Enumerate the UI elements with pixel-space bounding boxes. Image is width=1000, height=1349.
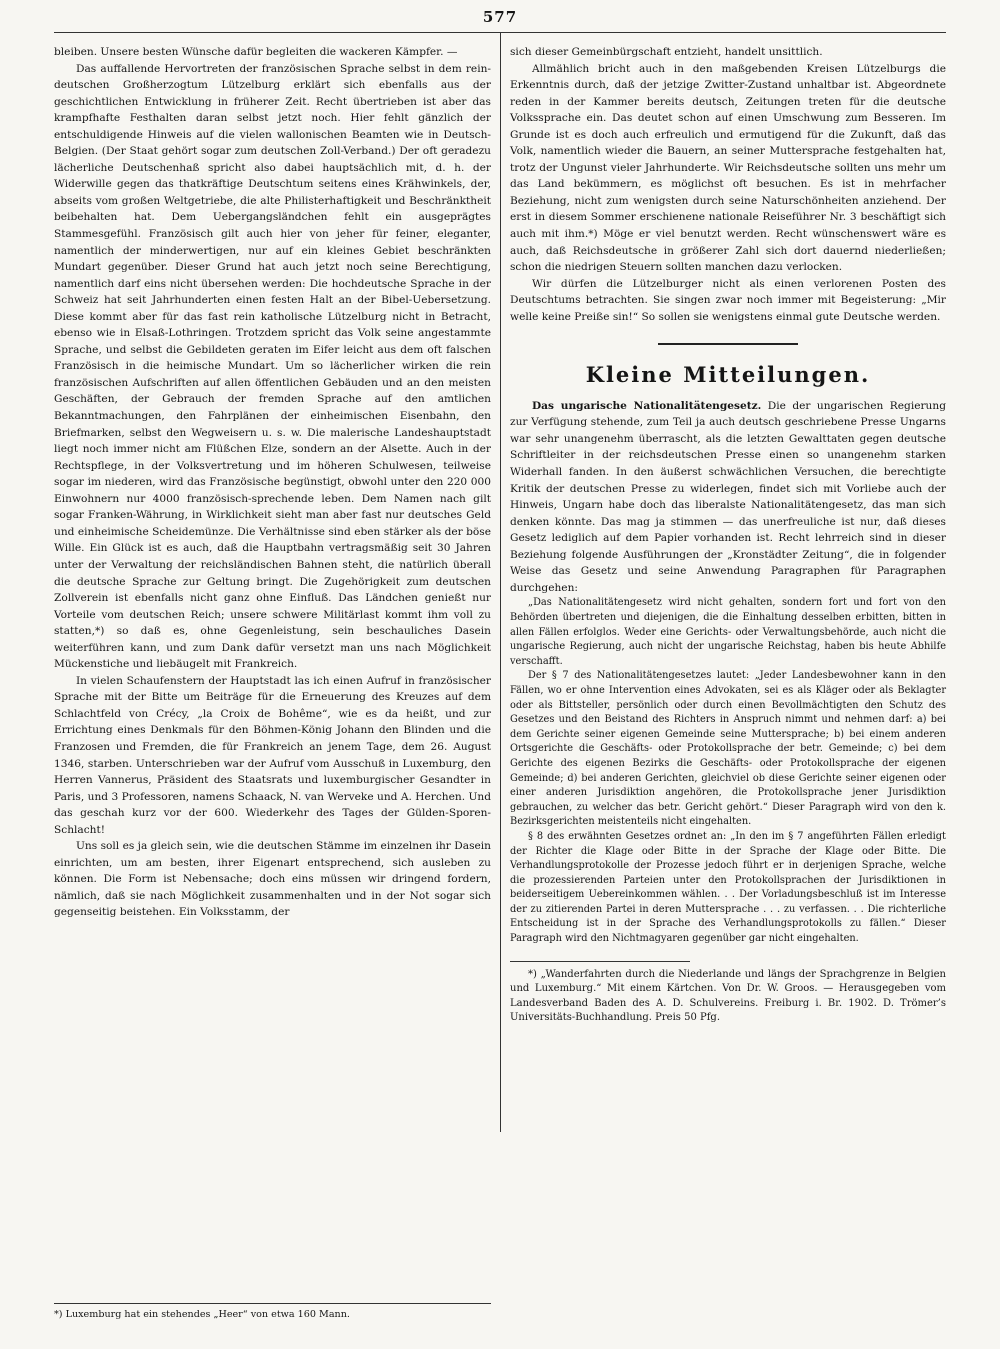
left-paragraph: Uns soll es ja gleich sein, wie die deutschen Stämme im einzelnen ihr Dasein einrichten, um am besten, ihrer Eigenart entsprechend, sich ausleben zu können. Die Form ist Nebensache; doch eins müssen wir dringend fordern, nämlich, daß sie nach Möglichkeit zusammenhalten und in der Not sogar sich gegenseitig beistehen. Ein Volksstamm, der xyxy=(54,840,491,919)
left-footnote xyxy=(54,1303,491,1321)
right-footnote-text: *) „Wanderfahrten durch die Niederlande und längs der Sprachgrenze in Belgien und Luxemburg.“ Mit einem Kärtchen. Von Dr. W. Groos. — Herausgegeben vom Landesverband Baden des A. D. Schulvereins. Freiburg i. Br. 1902. D. Trömer’s Universitäts-Buchhandlung. Preis 50 Pfg. xyxy=(510,968,946,1024)
left-paragraph: Das auffallende Hervortreten der französischen Sprache selbst in dem rein-deutschen Großherzogtum Lützelburg erklärt sich ebenfalls aus der geschichtlichen Entwicklung in früherer Zeit. Recht übertrieben ist aber das krampfhafte Festhalten daran selbst jetzt noch. Hier fehlt gänzlich der entschuldigende Hinweis auf die vielen wallonischen Beamten wie in Deutsch-Belgien. (Der Staat gehört sogar zum deutschen Zoll-Verband.) Der oft geradezu lächerliche Deutschenhaß spricht also dabei hauptsächlich mit, d. h. der Widerwille gegen das thatkräftige Deutschtum seitens eines Krähwinkels, der, abseits vom großen Weltgetriebe, die alte Philisterhaftigkeit und Beschränktheit beibehalten hat. Dem Uebergangsländchen fehlt ein ausgeprägtes Stammesgefühl. Französisch gilt auch hier von jeher für feiner, eleganter, namentlich der minderwertigen, nur auf ein kleines Gebiet beschränkten Mundart gegenüber. Dieser Grund hat auch jetzt noch seine Berechtigung, namentlich darf eins nicht übersehen werden: Die hochdeutsche Sprache in der Schweiz hat seit Jahrhunderten einen festen Halt an der Bibel-Uebersetzung. Diese kommt aber für das fast rein katholische Lützelburg nicht in Betracht, ebenso wie in Elsaß-Lothringen. Trotzdem spricht das Volk seine angestammte Sprache, und selbst die Gebildeten geraten im Eifer leicht aus dem oft falschen Französisch in die heimische Mundart. Um so lächerlicher wirken die rein französischen Aufschriften auf allen öffentlichen Gebäuden und an den meisten Geschäften, der Gebrauch der fremden Sprache auf den amtlichen Bekanntmachungen, den Fahrplänen der einheimischen Eisenbahn, den Briefmarken, selbst den Wegweisern u. s. w. Die malerische Landeshauptstadt liegt noch immer nicht am Flüßchen Elze, sondern an der Alsette. Auch in der Rechtspflege, in der Volksvertretung und im höheren Schulwesen, teilweise sogar im niederen, wird das Französische begünstigt, obwohl unter den 220 000 Einwohnern nur 4000 französisch-sprechende leben. Dem Namen nach gilt sogar Franken-Währung, in Wirklichkeit sieht man aber fast nur deutsches Geld und einheimische Scheidemünze. Die Verhältnisse sind eben stärker als der böse Wille. Ein Glück ist es auch, daß die Hauptbahn vertragsmäßig seit 30 Jahren unter der Verwaltung der reichsländischen Bahnen steht, die natürlich überall die deutsche Sprache zur Geltung bringt. Die Zugehörigkeit zum deutschen Zollverein ist ebenfalls nicht ganz ohne Einfluß. Das Ländchen genießt nur Vorteile vom deutschen Reich; unsere schwere Militärlast kommt ihm voll zu statten,*) so daß es, ohne Gegenleistung, sein beschauliches Dasein weiterführen kann, und zum Dank dafür versetzt man uns nach Möglichkeit Mückenstiche und liebäugelt mit Frankreich. xyxy=(54,62,491,671)
section-divider xyxy=(658,343,798,345)
quote-paragraph: § 8 des erwähnten Gesetzes ordnet an: „In den im § 7 angeführten Fällen erledigt der Richter die Klage oder Bitte in der Sprache der Klage oder Bitte. Die Verhandlungsprotokolle der Prozesse jedoch führt er in derjenigen Sprache, welche die prozessierenden Parteien unter den Protokollsprachen der Jurisdiktionen in beiderseitigem Uebereinkommen wählen. . . Der Vorladungsbeschluß ist im Interesse der zu zitierenden Partei in deren Muttersprache . . . zu verfassen. . . Die richterliche Entscheidung ist in der Sprache des Verhandlungsprotokolls zu fällen.“ Dieser Paragraph wird den Nichtmagyaren gegenüber gar nicht eingehalten. xyxy=(510,830,946,945)
section-body: Die der ungarischen Regierung zur Verfügung stehende, zum Teil ja auch deutsch geschriebene Presse Ungarns war sehr unangenehm überrascht, als die letzten Gewalttaten gegen deutsche Schriftleiter in der reichsdeutschen Presse einen so unangenehm starken Widerhall fanden. In den äußerst schwächlichen Versuchen, die berechtigte Kritik der deutschen Presse zu widerlegen, findet sich mit Vorliebe auch der Hinweis, Ungarn habe doch das liberalste Nationalitätengesetz, das man sich denken könnte. Das mag ja stimmen — das unerfreuliche ist nur, daß dieses Gesetz lediglich auf dem Papier vorhanden ist. Recht lehrreich sind in dieser Beziehung folgende Ausführungen der „Kronstädter Zeitung“, die in folgender Weise das Gesetz und seine Anwendung Paragraphen für Paragraphen durchgehen: xyxy=(510,399,946,594)
left-paragraph: In vielen Schaufenstern der Hauptstadt las ich einen Aufruf in französischer Sprache mit der Bitte um Beiträge für die Erneuerung des Kreuzes auf dem Schlachtfeld von Crécy, „la Croix de Bohême“, wie es da heißt, und zur Errichtung eines Denkmals für den Böhmen-König Johann den Blinden und die Franzosen und Fremden, die für Frankreich an jenem Tage, dem 26. August 1346, starben. Unterschrieben war der Aufruf vom Ausschuß in Luxemburg, den Herren Vannerus, Präsident des Staatsrats und luxemburgischer Gesandter in Paris, und 3 Professoren, namens Schaack, N. van Werveke und A. Herchen. Und das geschah kurz vor der 600. Wiederkehr des Tages der Gülden-Sporen-Schlacht! xyxy=(54,674,491,836)
section-lead: Das ungarische Nationalitätengesetz. xyxy=(532,399,762,412)
right-footnote xyxy=(510,961,946,1026)
right-paragraph: sich dieser Gemeinbürgschaft entzieht, handelt unsittlich. xyxy=(510,46,823,58)
quote-paragraph: „Das Nationalitätengesetz wird nicht gehalten, sondern fort und fort von den Behörden übertreten und diejenigen, die die Einhaltung desselben erbitten, bitten in allen Fällen erfolglos. Weder eine Gerichts- oder Verwaltungsbehörde, auch nicht die ungarische Regierung, auch nicht der ungarische Reichstag, haben bis heute Abhilfe verschafft. xyxy=(510,597,946,667)
left-column xyxy=(54,44,491,921)
right-paragraph: Allmählich bricht auch in den maßgebenden Kreisen Lützelburgs die Erkenntnis durch, daß der jetzige Zwitter-Zustand unhaltbar ist. Abgeordnete reden in der Kammer bereits deutsch, Zeitungen treten für die deutsche Volkssprache ein. Das deutet schon auf einen Umschwung zum Besseren. Im Grunde ist es doch auch erfreulich und ermutigend für die Zukunft, daß das Volk, namentlich wieder die Bauern, an seiner Muttersprache festgehalten hat, trotz der Ungunst vieler Jahrhunderte. Wir Reichsdeutsche sollten uns mehr um das Land bekümmern, es möglichst oft besuchen. Es ist in mehrfacher Beziehung, nicht zum wenigsten durch seine Naturschönheiten anziehend. Der erst in diesem Sommer erschienene nationale Reiseführer Nr. 3 beschäftigt sich auch mit ihm.*) Möge er viel benutzt werden. Recht wünschenswert wäre es auch, daß Reichsdeutsche in größerer Zahl sich dort dauernd niederließen; schon die niedrigen Steuern sollten manchen dazu verlocken. xyxy=(510,62,946,274)
right-column xyxy=(510,44,946,1026)
left-paragraph: bleiben. Unsere besten Wünsche dafür begleiten die wackeren Kämpfer. — xyxy=(54,46,458,58)
column-rule xyxy=(500,32,501,1132)
section-paragraph xyxy=(510,398,946,597)
page-number: 577 xyxy=(482,8,518,26)
quote-paragraph: Der § 7 des Nationalitätengesetzes lautet: „Jeder Landesbewohner kann in den Fällen, wo er ohne Intervention eines Advokaten, sei es als Kläger oder als Beklagter oder als Bittsteller, persönlich oder durch einen Bevollmächtigten den Schutz des Gesetzes und den Beistand des Richters in Anspruch nimmt und nehmen darf: a) bei dem Gerichte seiner eigenen Gemeinde seine Muttersprache; b) bei einem anderen Ortsgerichte die Geschäfts- oder Protokollsprache der betr. Gemeinde; c) bei dem Gerichte des eigenen Bezirks die Geschäfts- oder Protokollsprache der eigenen Gemeinde; d) bei anderen Gerichten, gleichviel ob diese Gerichte seiner eigenen oder einer anderen Jurisdiktion angehören, die Protokollsprache jener Jurisdiktion gebrauchen, zu welcher das betr. Gericht gehört.“ Dieser Paragraph wird von den k. Bezirksgerichten meistenteils nicht eingehalten. xyxy=(510,670,946,828)
section-heading: Kleine Mitteilungen. xyxy=(585,362,871,388)
quoted-law-block xyxy=(510,596,946,946)
right-paragraph: Wir dürfen die Lützelburger nicht als einen verlorenen Posten des Deutschtums betrachten. Sie singen zwar noch immer mit Begeisterung: „Mir welle keine Preiße sin!“ So sollen sie wenigstens einmal gute Deutsche werden. xyxy=(510,277,946,323)
left-footnote-text: *) Luxemburg hat ein stehendes „Heer“ von etwa 160 Mann. xyxy=(54,1309,350,1320)
